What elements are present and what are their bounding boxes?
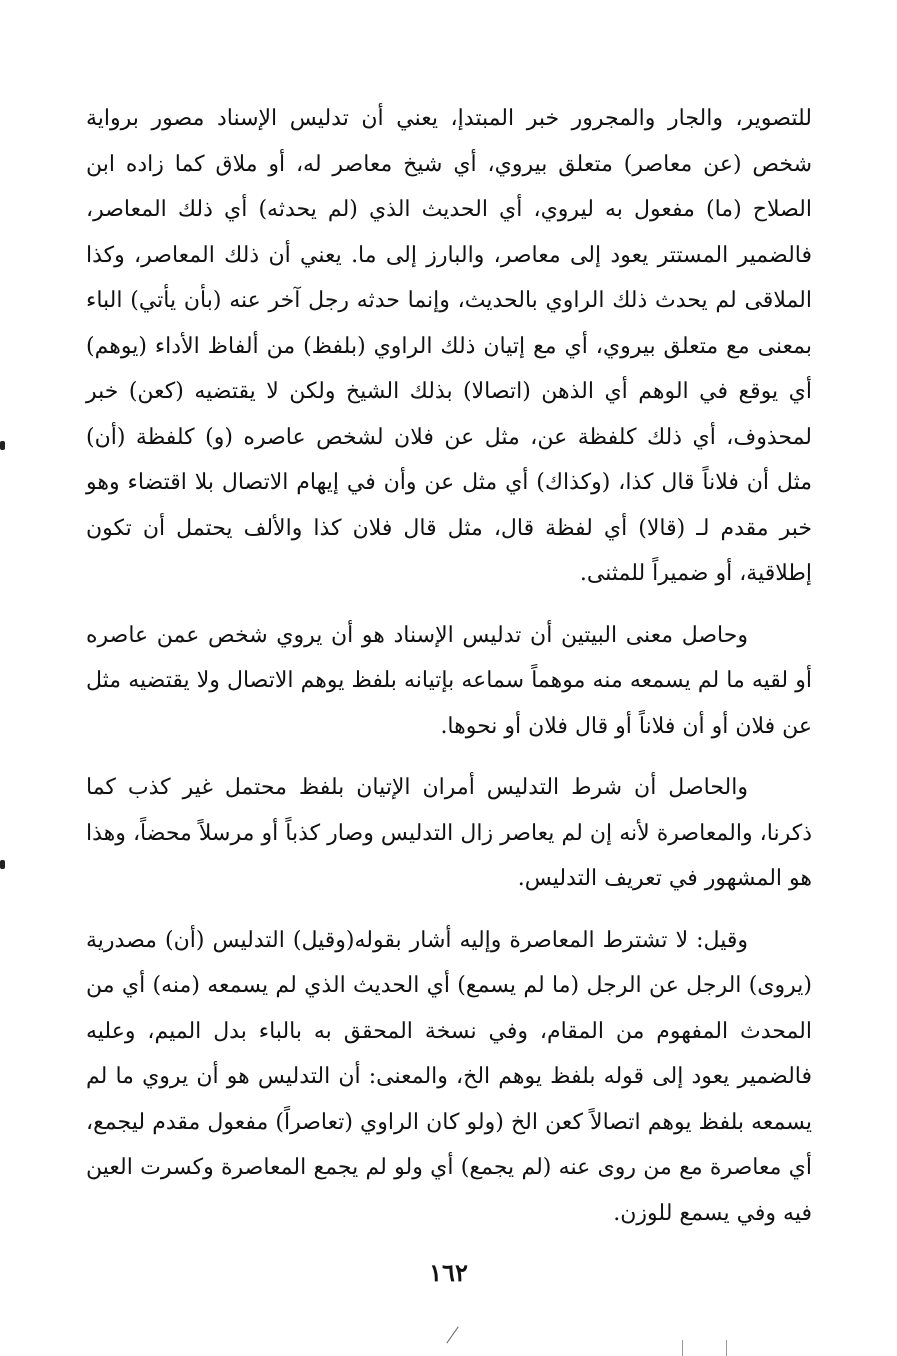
scan-mark	[446, 1327, 458, 1344]
paragraph-3: والحاصل أن شرط التدليس أمران الإتيان بلفظ محتمل غير كذب كما ذكرنا، والمعاصرة لأنه إن لم يعاصر زال التدليس وصار كذباً أو مرسلاً محضاً، وهذا هو المشهور في تعريف التدليس.	[86, 775, 812, 891]
scan-mark	[682, 1340, 683, 1356]
scan-mark	[726, 1340, 727, 1356]
scan-mark	[0, 860, 5, 869]
paragraph-1: للتصوير، والجار والمجرور خبر المبتدإ، يعني أن تدليس الإسناد مصور برواية شخص (عن معاصر) متعلق بيروي، أي شيخ معاصر له، أو ملاق كما زاده ابن الصلاح (ما) مفعول به ليروي، أي الحديث الذي (لم يحدثه) أي ذلك المعاصر، فالضمير المستتر يعود إلى معاصر، والبارز إلى ما. يعني أن ذلك المعاصر، وكذا الملاقى لم يحدث ذلك الراوي بالحديث، وإنما حدثه رجل آخر عنه (بأن يأتي) الباء بمعنى مع متعلق بيروي، أي مع إتيان ذلك الراوي (بلفظ) من ألفاظ الأداء (يوهم) أي يوقع في الوهم أي الذهن (اتصالا) بذلك الشيخ ولكن لا يقتضيه (كعن) خبر لمحذوف، أي ذلك كلفظة عن، مثل عن فلان لشخص عاصره (و) كلفظة (أن) مثل أن فلاناً قال كذا، (وكذاك) أي مثل عن وأن في إيهام الاتصال بلا اقتضاء وهو خبر مقدم لـ (قالا) أي لفظة قال، مثل قال فلان كذا والألف يحتمل أن تكون إطلاقية، أو ضميراً للمثنى.	[86, 106, 812, 586]
paragraph-2: وحاصل معنى البيتين أن تدليس الإسناد هو أن يروي شخص عمن عاصره أو لقيه ما لم يسمعه منه موهماً سماعه بإتيانه بلفظ يوهم الاتصال ولا يقتضيه مثل عن فلان أو أن فلاناً أو قال فلان أو نحوها.	[86, 622, 812, 739]
body-text	[86, 96, 812, 1236]
scan-mark	[0, 441, 5, 450]
page-number: ١٦٢	[429, 1258, 468, 1287]
paragraph-4: وقيل: لا تشترط المعاصرة وإليه أشار بقوله(وقيل) التدليس (أن) مصدرية (يروى) الرجل عن الرجل (ما لم يسمع) أي الحديث الذي لم يسمعه (منه) أي من المحدث المفهوم من المقام، وفي نسخة المحقق به بالباء بدل الميم، وعليه فالضمير يعود إلى قوله بلفظ يوهم الخ، والمعنى: أن التدليس هو أن يروي ما لم يسمعه بلفظ يوهم اتصالاً كعن الخ (ولو كان الراوي (تعاصراً) مفعول مقدم ليجمع، أي معاصرة مع من روى عنه (لم يجمع) أي ولو لم يجمع المعاصرة وكسرت العين فيه وفي يسمع للوزن.	[86, 927, 812, 1226]
